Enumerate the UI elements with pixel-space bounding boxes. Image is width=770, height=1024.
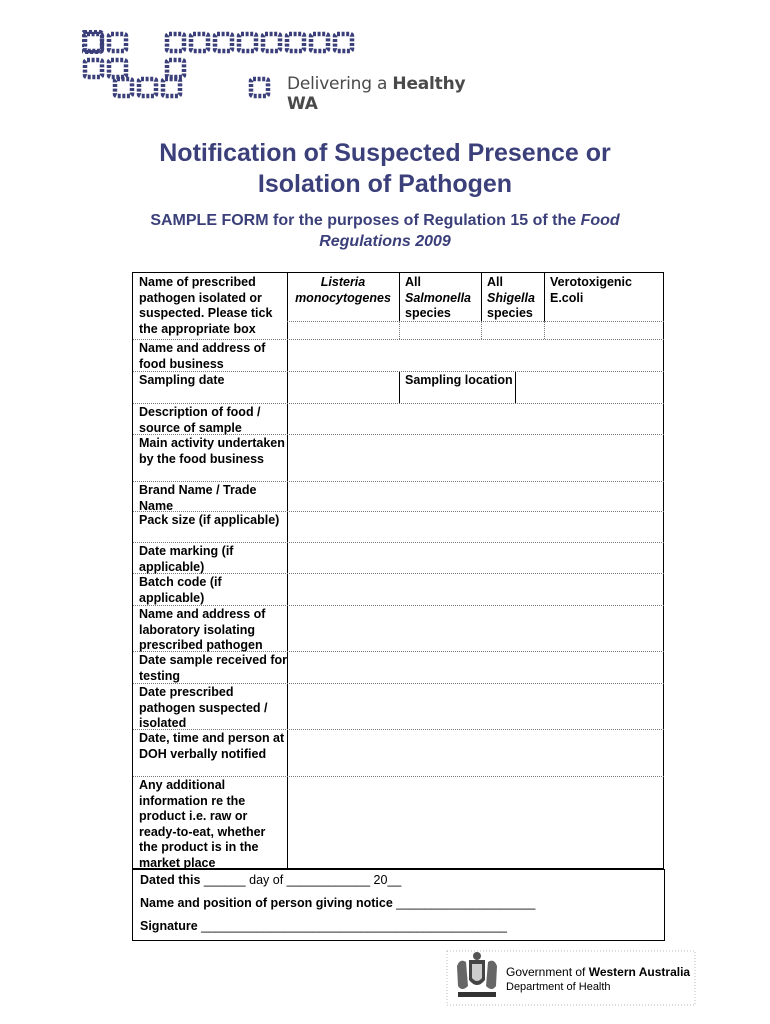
batch-code-label: Batch code (if applicable) — [139, 575, 222, 605]
page-title — [0, 138, 770, 200]
sampling-location-field[interactable] — [516, 372, 664, 402]
option-ecoli: Verotoxigenic E.coli — [550, 275, 632, 305]
brand-label: Brand Name / Trade Name — [139, 483, 257, 513]
notification-form-table — [132, 272, 664, 869]
dated-line[interactable]: Dated this ______ day of ____________ 20__ — [140, 873, 402, 887]
health-wa-logo — [82, 30, 482, 114]
title-line-2: Isolation of Pathogen — [257, 170, 513, 198]
date-marking-field[interactable] — [288, 543, 664, 572]
page-subtitle: SAMPLE FORM for the purposes of Regulation 15 of the Food Regulations 2009 — [150, 212, 620, 250]
pathogen-label: Name of prescribed pathogen isolated or suspected. Please tick the appropriate box — [139, 275, 273, 336]
brand-field[interactable] — [288, 482, 664, 510]
date-suspected-label: Date prescribed pathogen suspected / isolated — [139, 685, 268, 730]
date-suspected-field[interactable] — [288, 684, 664, 728]
additional-info-field[interactable] — [288, 777, 664, 869]
additional-info-label: Any additional information re the product i.e. raw or ready-to-eat, whether the product is in the market place — [139, 778, 266, 870]
batch-code-field[interactable] — [288, 574, 664, 604]
food-business-label: Name and address of food business — [139, 341, 266, 371]
government-name: Government of Western Australia — [506, 965, 691, 979]
department-name: Department of Health — [506, 981, 611, 993]
option-listeria: Listeria monocytogenes — [295, 275, 391, 305]
option-salmonella: All Salmonella species — [405, 275, 471, 320]
title-line-1: Notification of Suspected Presence or — [159, 139, 611, 167]
logo-tagline: Delivering a Healthy WA — [287, 74, 466, 114]
laboratory-label: Name and address of laboratory isolating prescribed pathogen — [139, 607, 266, 652]
name-position-line[interactable]: Name and position of person giving notice ____________________ — [140, 896, 536, 910]
declaration-section — [132, 869, 665, 941]
signature-line[interactable]: Signature ____________________________________________ — [140, 919, 508, 933]
sampling-location-label: Sampling location — [405, 373, 513, 387]
laboratory-field[interactable] — [288, 606, 664, 650]
tick-box-salmonella[interactable] — [400, 322, 480, 338]
sampling-date-field[interactable] — [288, 372, 398, 402]
description-label: Description of food / source of sample — [139, 405, 261, 435]
tick-box-listeria[interactable] — [288, 322, 398, 338]
option-shigella: All Shigella species — [487, 275, 535, 320]
doh-notified-field[interactable] — [288, 730, 664, 775]
pack-size-field[interactable] — [288, 512, 664, 541]
main-activity-label: Main activity undertaken by the food business — [139, 436, 285, 466]
doh-notified-label: Date, time and person at DOH verbally notified — [139, 731, 285, 761]
food-business-field[interactable] — [288, 340, 664, 370]
coat-of-arms-icon — [454, 952, 500, 1000]
date-received-label: Date sample received for testing — [139, 653, 287, 683]
description-field[interactable] — [288, 404, 664, 433]
date-marking-label: Date marking (if applicable) — [139, 544, 234, 574]
government-logo — [446, 950, 696, 1006]
date-received-field[interactable] — [288, 652, 664, 682]
pack-size-label: Pack size (if applicable) — [139, 513, 280, 527]
sampling-date-label: Sampling date — [139, 373, 225, 387]
tick-box-shigella[interactable] — [482, 322, 543, 338]
main-activity-field[interactable] — [288, 435, 664, 480]
tick-box-ecoli[interactable] — [545, 322, 663, 338]
